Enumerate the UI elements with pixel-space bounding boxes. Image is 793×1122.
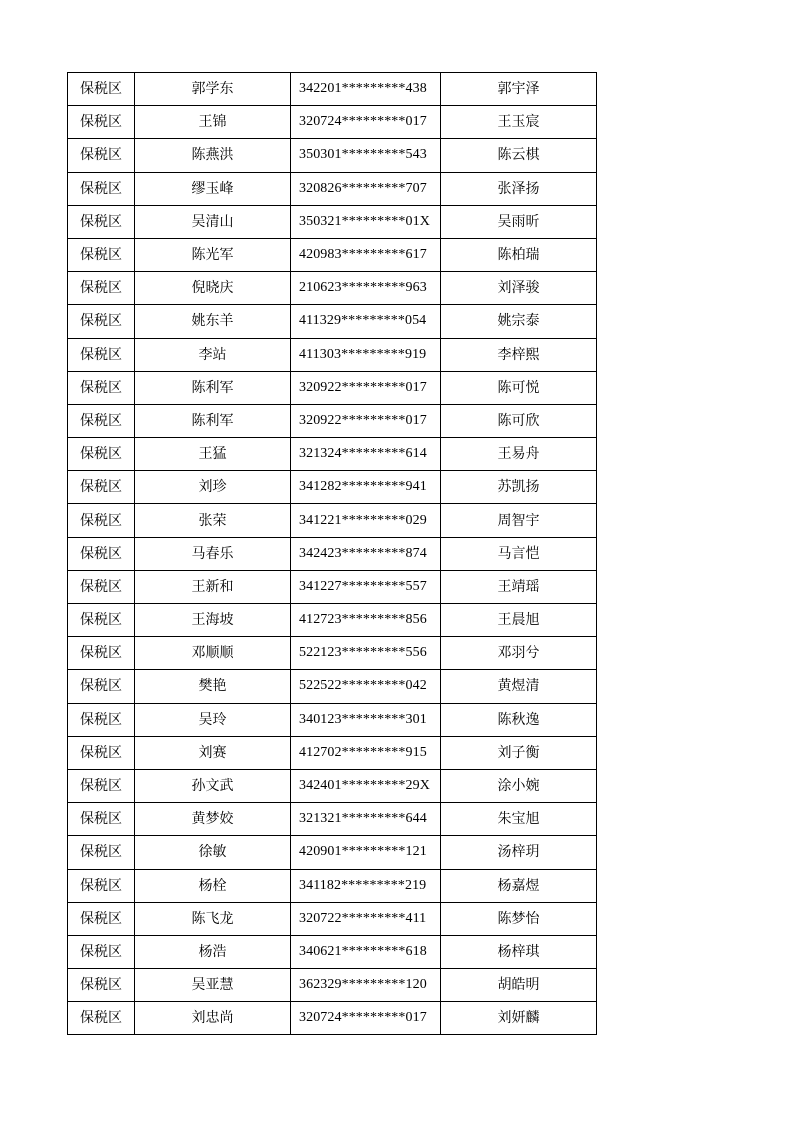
child-name-cell: 王靖瑶 — [441, 570, 597, 603]
child-name-cell: 陈云棋 — [441, 139, 597, 172]
table-row — [68, 504, 597, 537]
district-cell: 保税区 — [68, 338, 135, 371]
applicant-name-cell: 张荣 — [135, 504, 291, 537]
applicant-name-cell: 杨浩 — [135, 935, 291, 968]
table-row — [68, 769, 597, 802]
table-row — [68, 272, 597, 305]
id-number-cell: 411303*********919 — [291, 338, 441, 371]
table-row — [68, 637, 597, 670]
applicant-name-cell: 陈燕洪 — [135, 139, 291, 172]
applicant-name-cell: 姚东羊 — [135, 305, 291, 338]
district-cell: 保税区 — [68, 471, 135, 504]
table-row — [68, 604, 597, 637]
district-cell: 保税区 — [68, 1002, 135, 1035]
id-number-cell: 411329*********054 — [291, 305, 441, 338]
table-row — [68, 570, 597, 603]
child-name-cell: 刘妍麟 — [441, 1002, 597, 1035]
applicant-name-cell: 陈利军 — [135, 404, 291, 437]
table-row — [68, 238, 597, 271]
id-number-cell: 340123*********301 — [291, 703, 441, 736]
applicant-name-cell: 吴亚慧 — [135, 969, 291, 1002]
id-number-cell: 320922*********017 — [291, 404, 441, 437]
child-name-cell: 刘子衡 — [441, 736, 597, 769]
applicant-name-cell: 刘赛 — [135, 736, 291, 769]
table-row — [68, 205, 597, 238]
id-number-cell: 522522*********042 — [291, 670, 441, 703]
table-row — [68, 73, 597, 106]
district-cell: 保税区 — [68, 637, 135, 670]
district-cell: 保税区 — [68, 106, 135, 139]
child-name-cell: 杨梓琪 — [441, 935, 597, 968]
child-name-cell: 陈柏瑞 — [441, 238, 597, 271]
id-number-cell: 210623*********963 — [291, 272, 441, 305]
id-number-cell: 342423*********874 — [291, 537, 441, 570]
roster-table-body — [68, 73, 597, 1035]
table-row — [68, 902, 597, 935]
id-number-cell: 350321*********01X — [291, 205, 441, 238]
district-cell: 保税区 — [68, 935, 135, 968]
district-cell: 保税区 — [68, 73, 135, 106]
child-name-cell: 李梓熙 — [441, 338, 597, 371]
child-name-cell: 陈秋逸 — [441, 703, 597, 736]
district-cell: 保税区 — [68, 736, 135, 769]
applicant-name-cell: 陈光军 — [135, 238, 291, 271]
child-name-cell: 马言恺 — [441, 537, 597, 570]
child-name-cell: 张泽扬 — [441, 172, 597, 205]
district-cell: 保税区 — [68, 836, 135, 869]
table-row — [68, 969, 597, 1002]
child-name-cell: 郭宇泽 — [441, 73, 597, 106]
table-row — [68, 404, 597, 437]
child-name-cell: 刘泽骏 — [441, 272, 597, 305]
district-cell: 保税区 — [68, 570, 135, 603]
child-name-cell: 黄煜清 — [441, 670, 597, 703]
id-number-cell: 320826*********707 — [291, 172, 441, 205]
applicant-name-cell: 李站 — [135, 338, 291, 371]
child-name-cell: 陈梦怡 — [441, 902, 597, 935]
table-row — [68, 703, 597, 736]
table-row — [68, 106, 597, 139]
district-cell: 保税区 — [68, 272, 135, 305]
applicant-name-cell: 杨栓 — [135, 869, 291, 902]
district-cell: 保税区 — [68, 969, 135, 1002]
table-row — [68, 670, 597, 703]
child-name-cell: 王晨旭 — [441, 604, 597, 637]
child-name-cell: 胡皓明 — [441, 969, 597, 1002]
applicant-name-cell: 樊艳 — [135, 670, 291, 703]
applicant-name-cell: 陈飞龙 — [135, 902, 291, 935]
table-row — [68, 537, 597, 570]
id-number-cell: 350301*********543 — [291, 139, 441, 172]
applicant-name-cell: 王海坡 — [135, 604, 291, 637]
district-cell: 保税区 — [68, 803, 135, 836]
district-cell: 保税区 — [68, 670, 135, 703]
district-cell: 保税区 — [68, 902, 135, 935]
district-cell: 保税区 — [68, 703, 135, 736]
id-number-cell: 420901*********121 — [291, 836, 441, 869]
applicant-name-cell: 刘忠尚 — [135, 1002, 291, 1035]
district-cell: 保税区 — [68, 537, 135, 570]
applicant-name-cell: 陈利军 — [135, 371, 291, 404]
district-cell: 保税区 — [68, 238, 135, 271]
applicant-name-cell: 吴清山 — [135, 205, 291, 238]
applicant-name-cell: 王锦 — [135, 106, 291, 139]
id-number-cell: 340621*********618 — [291, 935, 441, 968]
applicant-name-cell: 郭学东 — [135, 73, 291, 106]
id-number-cell: 321324*********614 — [291, 438, 441, 471]
district-cell: 保税区 — [68, 438, 135, 471]
applicant-name-cell: 吴玲 — [135, 703, 291, 736]
id-number-cell: 420983*********617 — [291, 238, 441, 271]
id-number-cell: 321321*********644 — [291, 803, 441, 836]
applicant-name-cell: 缪玉峰 — [135, 172, 291, 205]
child-name-cell: 周智宇 — [441, 504, 597, 537]
id-number-cell: 362329*********120 — [291, 969, 441, 1002]
table-row — [68, 305, 597, 338]
child-name-cell: 吴雨昕 — [441, 205, 597, 238]
district-cell: 保税区 — [68, 604, 135, 637]
id-number-cell: 341282*********941 — [291, 471, 441, 504]
district-cell: 保税区 — [68, 172, 135, 205]
applicant-name-cell: 黄梦姣 — [135, 803, 291, 836]
table-row — [68, 935, 597, 968]
table-row — [68, 803, 597, 836]
table-row — [68, 1002, 597, 1035]
id-number-cell: 320922*********017 — [291, 371, 441, 404]
child-name-cell: 杨嘉煜 — [441, 869, 597, 902]
table-row — [68, 371, 597, 404]
child-name-cell: 王易舟 — [441, 438, 597, 471]
district-cell: 保税区 — [68, 404, 135, 437]
district-cell: 保税区 — [68, 205, 135, 238]
table-row — [68, 736, 597, 769]
id-number-cell: 341182*********219 — [291, 869, 441, 902]
district-cell: 保税区 — [68, 769, 135, 802]
id-number-cell: 320724*********017 — [291, 1002, 441, 1035]
district-cell: 保税区 — [68, 869, 135, 902]
district-cell: 保税区 — [68, 139, 135, 172]
district-cell: 保税区 — [68, 504, 135, 537]
applicant-name-cell: 邓顺顺 — [135, 637, 291, 670]
table-row — [68, 338, 597, 371]
id-number-cell: 342201*********438 — [291, 73, 441, 106]
district-cell: 保税区 — [68, 371, 135, 404]
child-name-cell: 陈可欣 — [441, 404, 597, 437]
applicant-name-cell: 马春乐 — [135, 537, 291, 570]
id-number-cell: 341227*********557 — [291, 570, 441, 603]
id-number-cell: 320724*********017 — [291, 106, 441, 139]
applicant-name-cell: 王猛 — [135, 438, 291, 471]
id-number-cell: 342401*********29X — [291, 769, 441, 802]
district-cell: 保税区 — [68, 305, 135, 338]
child-name-cell: 朱宝旭 — [441, 803, 597, 836]
table-row — [68, 471, 597, 504]
table-row — [68, 438, 597, 471]
child-name-cell: 汤梓玥 — [441, 836, 597, 869]
child-name-cell: 邓羽兮 — [441, 637, 597, 670]
applicant-name-cell: 王新和 — [135, 570, 291, 603]
table-row — [68, 139, 597, 172]
table-row — [68, 869, 597, 902]
id-number-cell: 412702*********915 — [291, 736, 441, 769]
roster-table — [67, 72, 597, 1035]
id-number-cell: 320722*********411 — [291, 902, 441, 935]
table-row — [68, 172, 597, 205]
child-name-cell: 苏凯扬 — [441, 471, 597, 504]
applicant-name-cell: 倪晓庆 — [135, 272, 291, 305]
child-name-cell: 涂小婉 — [441, 769, 597, 802]
table-row — [68, 836, 597, 869]
applicant-name-cell: 孙文武 — [135, 769, 291, 802]
applicant-name-cell: 徐敏 — [135, 836, 291, 869]
child-name-cell: 陈可悦 — [441, 371, 597, 404]
child-name-cell: 姚宗泰 — [441, 305, 597, 338]
id-number-cell: 412723*********856 — [291, 604, 441, 637]
id-number-cell: 522123*********556 — [291, 637, 441, 670]
applicant-name-cell: 刘珍 — [135, 471, 291, 504]
child-name-cell: 王玉宸 — [441, 106, 597, 139]
id-number-cell: 341221*********029 — [291, 504, 441, 537]
